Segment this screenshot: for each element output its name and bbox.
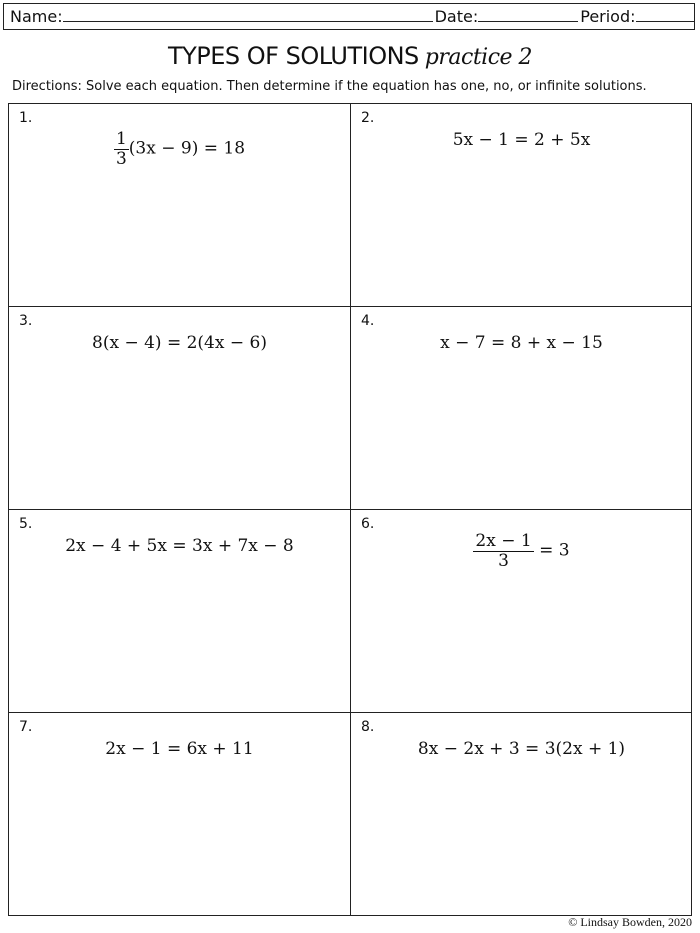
problem-number: 1. [19, 110, 33, 126]
problem-cell[interactable] [9, 510, 350, 713]
name-label: Name: [10, 7, 63, 26]
problem-grid [8, 103, 692, 916]
problem-equation: 2x − 4 + 5x = 3x + 7x − 8 [65, 536, 294, 556]
period-blank[interactable] [636, 5, 694, 22]
problem-cell[interactable] [9, 713, 350, 916]
problem-cell[interactable] [351, 307, 692, 510]
date-label: Date: [434, 7, 479, 26]
fraction-numerator: 1 [115, 129, 127, 149]
worksheet-title [0, 42, 700, 70]
equation-rest: = 3 [533, 540, 570, 561]
fraction-numerator: 2x − 1 [475, 531, 532, 551]
problem-equation [351, 532, 692, 570]
problem-equation: 8x − 2x + 3 = 3(2x + 1) [417, 739, 626, 759]
problem-number: 2. [361, 110, 375, 126]
problem-cell[interactable] [9, 104, 350, 307]
problem-equation: x − 7 = 8 + x − 15 [440, 333, 603, 353]
title-script: practice 2 [424, 45, 533, 70]
equation-rest: (3x − 9) = 18 [128, 138, 246, 159]
date-blank[interactable] [478, 5, 578, 22]
fraction [114, 130, 129, 168]
problem-number: 5. [19, 516, 33, 532]
copyright-notice: © Lindsay Bowden, 2020 [568, 915, 692, 929]
fraction-denominator: 3 [115, 148, 127, 169]
title-main: TYPES OF SOLUTIONS [167, 42, 419, 70]
problem-equation [9, 130, 350, 168]
problem-equation: 5x − 1 = 2 + 5x [452, 130, 591, 150]
problem-number: 8. [361, 719, 375, 735]
problem-cell[interactable] [351, 713, 692, 916]
name-blank[interactable] [63, 5, 433, 22]
problem-cell[interactable] [351, 104, 692, 307]
problem-number: 7. [19, 719, 33, 735]
problem-cell[interactable] [351, 510, 692, 713]
problem-equation: 2x − 1 = 6x + 11 [105, 739, 254, 759]
problem-number: 6. [361, 516, 375, 532]
problem-number: 4. [361, 313, 375, 329]
problem-equation: 8(x − 4) = 2(4x − 6) [92, 333, 267, 353]
period-label: Period: [580, 7, 636, 26]
directions: Directions: Solve each equation. Then determine if the equation has one, no, or infinite solutions. [12, 79, 647, 94]
fraction-denominator: 3 [473, 551, 533, 571]
student-info-bar [3, 3, 695, 30]
problem-number: 3. [19, 313, 33, 329]
fraction [473, 532, 533, 570]
problem-cell[interactable] [9, 307, 350, 510]
